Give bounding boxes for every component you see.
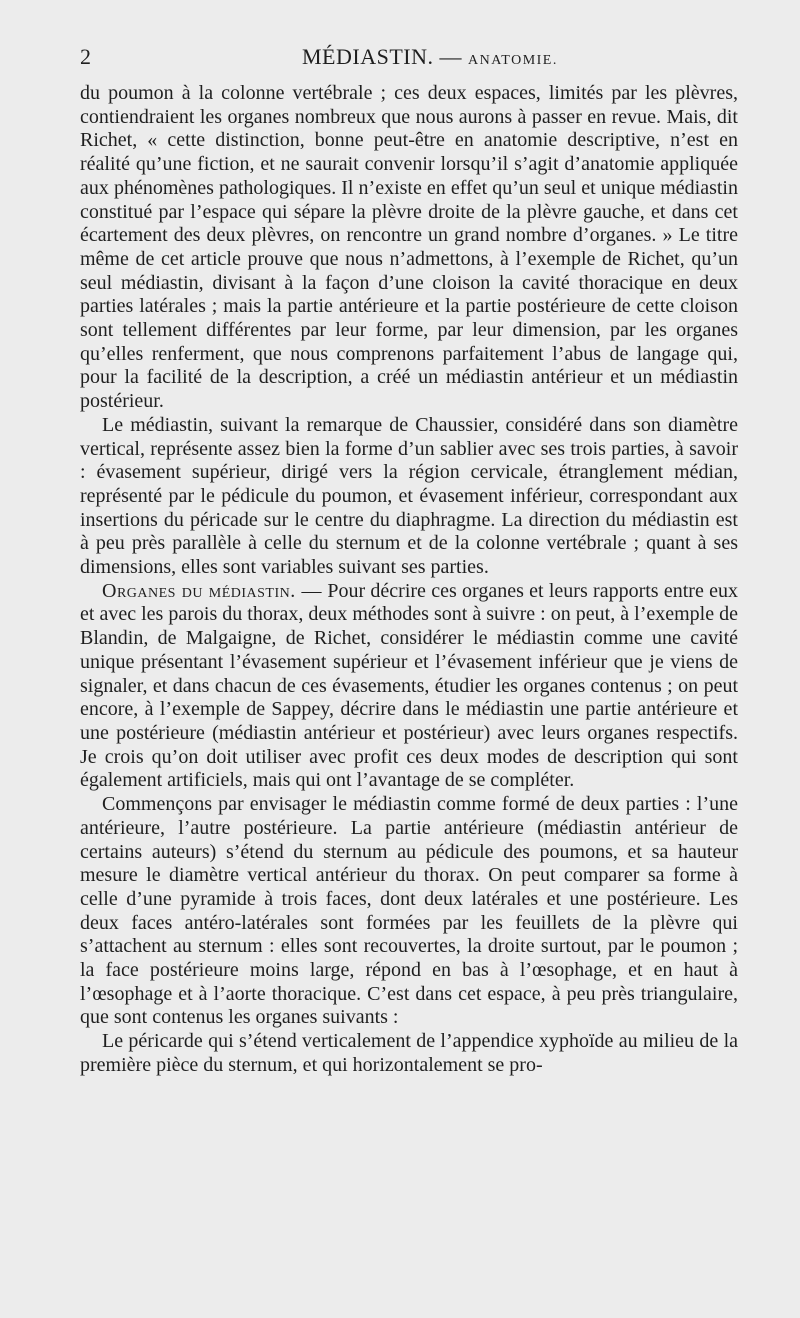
running-title-main: MÉDIASTIN. xyxy=(302,44,434,69)
running-title xyxy=(302,44,558,70)
section-heading: Organes du médiastin. — xyxy=(102,579,323,602)
paragraph-2: Le médiastin, suivant la remarque de Chaussier, considéré dans son diamètre vertical, représente assez bien la forme d’un sablier avec ses trois parties, à savoir : évasement supérieur, dirigé vers la région cervicale, étranglement médian, représenté par le pédicule du poumon, et évasement inférieur, correspondant aux insertions du péricade sur le centre du diaphragme. La direction du médiastin est à peu près parallèle à celle du sternum et de la colonne vertébrale ; quant à ses dimensions, elles sont variables suivant ses parties. xyxy=(80,413,738,579)
paragraph-3 xyxy=(80,580,738,793)
page-number: 2 xyxy=(80,44,91,69)
running-title-dash: — xyxy=(439,44,462,69)
paragraph-1: du poumon à la colonne vertébrale ; ces deux espaces, limités par les plèvres, contiendraient les organes nombreux que nous aurons à passer en revue. Mais, dit Richet, « cette distinction, bonne peut-être en anatomie descriptive, n’est en réalité qu’une fiction, et ne saurait convenir lorsqu’il s’agit d’anatomie appliquée aux phénomènes pathologiques. Il n’existe en effet qu’un seul et unique médiastin constitué par l’espace qui sépare la plèvre droite de la plèvre gauche, et dans cet écartement des deux plèvres, on rencontre un grand nombre d’organes. » Le titre même de cet article prouve que nous n’admettons, à l’exemple de Richet, qu’un seul médiastin, divisant à la façon d’une cloison la cavité thoracique en deux parties latérales ; mais la partie antérieure et la partie postérieure de cette cloison sont tellement différentes par leur forme, par leur dimension, par les organes qu’elles renferment, que nous comprenons parfaitement l’abus de langage qui, pour la facilité de la description, a créé un médiastin antérieur et un médiastin postérieur. xyxy=(80,82,738,413)
paragraph-5: Le péricarde qui s’étend verticalement de l’appendice xyphoïde au milieu de la première pièce du sternum, et qui horizontalement se pro- xyxy=(80,1030,738,1076)
running-header xyxy=(80,44,740,74)
paragraph-3-text: Pour décrire ces organes et leurs rapports entre eux et avec les parois du thorax, deux méthodes sont à suivre : on peut, à l’exemple de Blandin, de Malgaigne, de Richet, considérer le médiastin comme une cavité unique présentant l’évasement supérieur et l’évasement inférieur que je viens de signaler, et dans chacun de ces évasements, étudier les organes contenus ; on peut encore, à l’exemple de Sappey, décrire dans le médiastin une partie antérieure et une postérieure (médiastin antérieur et postérieur) avec leurs organes respectifs. Je crois qu’on doit utiliser avec profit ces deux modes de description qui sont également artificiels, mais qui ont l’avantage de se compléter. xyxy=(80,579,738,792)
running-title-sub: ANATOMIE. xyxy=(468,53,558,68)
page-body xyxy=(80,82,738,1078)
paragraph-4: Commençons par envisager le médiastin comme formé de deux parties : l’une antérieure, l’autre postérieure. La partie antérieure (médiastin antérieur de certains auteurs) s’étend du sternum au pédicule des poumons, et sa hauteur mesure le diamètre vertical antérieur du thorax. On peut comparer sa forme à celle d’une pyramide à trois faces, dont deux latérales et une postérieure. Les deux faces antéro-latérales sont formées par les feuillets de la plèvre qui s’attachent au sternum : elles sont recouvertes, la droite surtout, par le poumon ; la face postérieure moins large, répond en bas à l’œsophage, et en haut à l’œsophage et à l’aorte thoracique. C’est dans cet espace, à peu près triangulaire, que sont contenus les organes suivants : xyxy=(80,793,738,1029)
